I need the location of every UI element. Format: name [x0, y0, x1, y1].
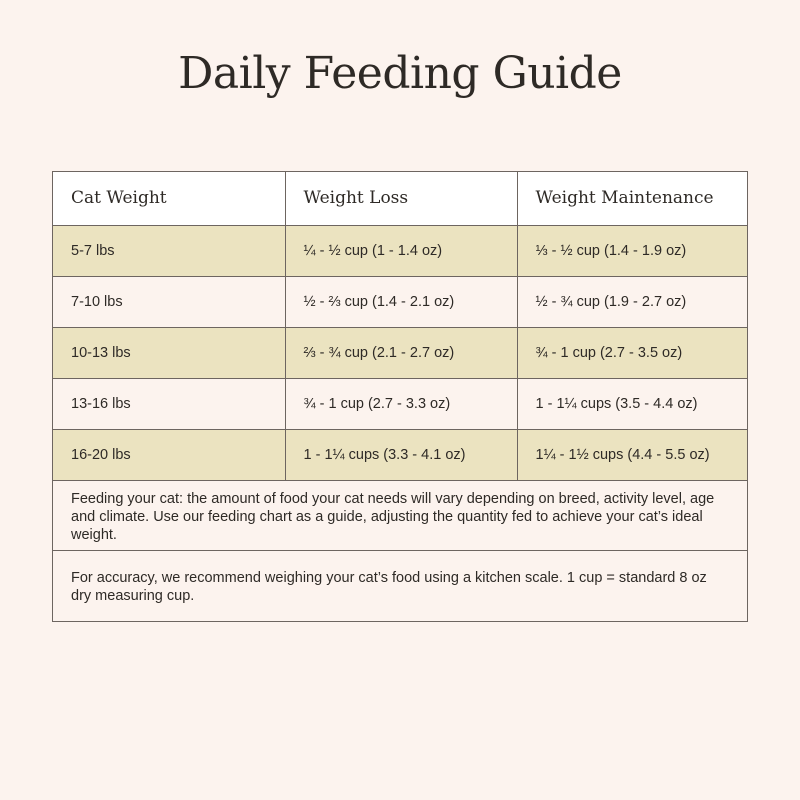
table-row [53, 276, 747, 327]
header-weight-loss: Weight Loss [285, 172, 517, 225]
cell-weight-loss: ¼ - ½ cup (1 - 1.4 oz) [285, 225, 517, 276]
table-row [53, 378, 747, 429]
cell-cat-weight: 16-20 lbs [53, 429, 285, 480]
accuracy-note: For accuracy, we recommend weighing your cat’s food using a kitchen scale. 1 cup = standard 8 oz dry measuring cup. [53, 551, 747, 621]
page-title: Daily Feeding Guide [178, 48, 622, 99]
header-cat-weight: Cat Weight [53, 172, 285, 225]
cell-weight-maintenance: 1 - 1¼ cups (3.5 - 4.4 oz) [517, 378, 747, 429]
cell-weight-loss: ½ - ⅔ cup (1.4 - 2.1 oz) [285, 276, 517, 327]
cell-cat-weight: 13-16 lbs [53, 378, 285, 429]
cell-cat-weight: 10-13 lbs [53, 327, 285, 378]
feeding-table [53, 172, 747, 481]
header-weight-maintenance: Weight Maintenance [517, 172, 747, 225]
cell-weight-loss: ¾ - 1 cup (2.7 - 3.3 oz) [285, 378, 517, 429]
table-header-row [53, 172, 747, 225]
table-row [53, 429, 747, 480]
feeding-guide-table-container [52, 171, 748, 622]
cell-cat-weight: 5-7 lbs [53, 225, 285, 276]
feeding-note: Feeding your cat: the amount of food your cat needs will vary depending on breed, activity level, age and climate. Use our feeding chart as a guide, adjusting the quantity fed to achieve your cat’s ideal weight. [53, 481, 747, 551]
table-row [53, 327, 747, 378]
cell-weight-loss: 1 - 1¼ cups (3.3 - 4.1 oz) [285, 429, 517, 480]
cell-weight-maintenance: 1¼ - 1½ cups (4.4 - 5.5 oz) [517, 429, 747, 480]
cell-cat-weight: 7-10 lbs [53, 276, 285, 327]
table-row [53, 225, 747, 276]
cell-weight-maintenance: ¾ - 1 cup (2.7 - 3.5 oz) [517, 327, 747, 378]
cell-weight-loss: ⅔ - ¾ cup (2.1 - 2.7 oz) [285, 327, 517, 378]
cell-weight-maintenance: ½ - ¾ cup (1.9 - 2.7 oz) [517, 276, 747, 327]
cell-weight-maintenance: ⅓ - ½ cup (1.4 - 1.9 oz) [517, 225, 747, 276]
